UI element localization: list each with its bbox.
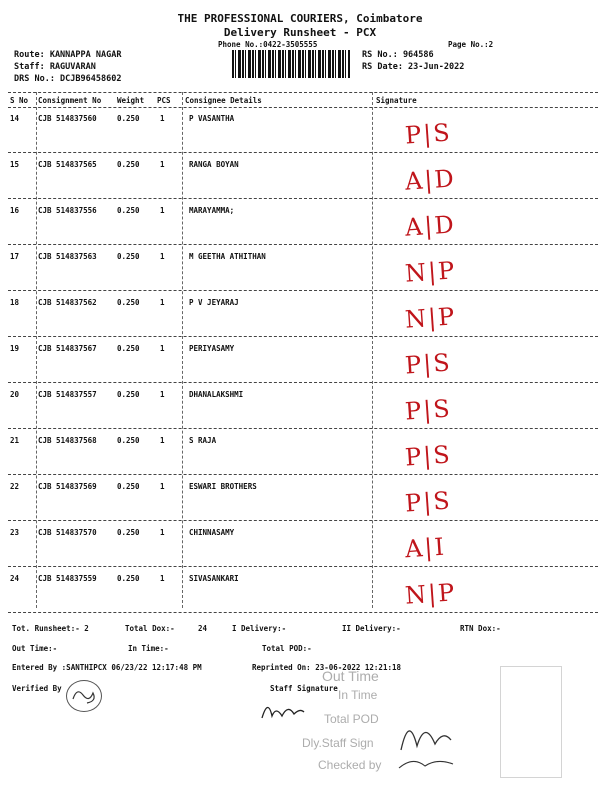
drs-number: DRS No.: DCJB96458602: [14, 74, 122, 84]
staff-signature-scribble: [258, 696, 308, 726]
row-pcs: 1: [160, 574, 165, 583]
col-pcs: PCS: [157, 96, 171, 105]
row-pcs: 1: [160, 482, 165, 491]
row-sno: 16: [10, 206, 20, 215]
row-consignment: CJB 514837565: [38, 160, 97, 169]
reprinted-on: Reprinted On: 23-06-2022 12:21:18: [252, 663, 402, 672]
row-weight: 0.250: [117, 436, 140, 445]
row-weight: 0.250: [117, 390, 140, 399]
row-consignee: P VASANTHA: [189, 114, 235, 123]
row-consignee: RANGA BOYAN: [189, 160, 239, 169]
row-divider: [8, 566, 598, 567]
row-divider: [8, 198, 598, 199]
row-sno: 18: [10, 298, 20, 307]
row-divider: [8, 428, 598, 429]
table-top-rule: [8, 92, 598, 93]
handwritten-status: A|D: [404, 210, 457, 242]
row-consignee: P V JEYARAJ: [189, 298, 239, 307]
row-consignment: CJB 514837556: [38, 206, 97, 215]
row-consignment: CJB 514837567: [38, 344, 97, 353]
row-consignee: ESWARI BROTHERS: [189, 482, 257, 491]
row-consignee: SIVASANKARI: [189, 574, 239, 583]
row-consignment: CJB 514837557: [38, 390, 97, 399]
row-consignment: CJB 514837559: [38, 574, 97, 583]
row-consignment: CJB 514837560: [38, 114, 97, 123]
handwritten-status: A|D: [404, 164, 457, 196]
out-time: Out Time:-: [12, 644, 58, 653]
page-number: Page No.:2: [448, 40, 494, 49]
verifier-stamp: [66, 680, 102, 712]
row-sno: 21: [10, 436, 20, 445]
row-divider: [8, 474, 598, 475]
stamp-checked-by: Checked by: [318, 758, 382, 772]
col-divider: [36, 92, 37, 608]
stamp-dly-staff-sign: Dly.Staff Sign: [302, 736, 374, 750]
stamp-signature-scribble: [395, 700, 455, 770]
row-weight: 0.250: [117, 528, 140, 537]
row-divider: [8, 336, 598, 337]
col-divider: [182, 92, 183, 608]
row-weight: 0.250: [117, 206, 140, 215]
row-pcs: 1: [160, 206, 165, 215]
row-sno: 14: [10, 114, 20, 123]
row-pcs: 1: [160, 528, 165, 537]
handwritten-status: P|S: [404, 486, 453, 518]
handwritten-status: P|S: [404, 118, 453, 150]
verified-by: Verified By: [12, 684, 62, 693]
stamp-side-box: [500, 666, 562, 778]
rs-number: RS No.: 964586: [362, 50, 434, 60]
rs-date: RS Date: 23-Jun-2022: [362, 62, 465, 72]
row-consignment: CJB 514837568: [38, 436, 97, 445]
handwritten-status: N|P: [404, 302, 458, 334]
document-title: Delivery Runsheet - PCX: [223, 26, 377, 39]
i-delivery: I Delivery:-: [232, 624, 287, 633]
row-divider: [8, 290, 598, 291]
row-consignment: CJB 514837570: [38, 528, 97, 537]
row-sno: 15: [10, 160, 20, 169]
col-signature: Signature: [376, 96, 417, 105]
total-dox-label: Total Dox:-: [125, 624, 175, 633]
row-consignee: PERIYASAMY: [189, 344, 235, 353]
row-consignment: CJB 514837569: [38, 482, 97, 491]
row-weight: 0.250: [117, 298, 140, 307]
row-weight: 0.250: [117, 482, 140, 491]
verifier-initials-signature: [67, 681, 101, 711]
row-sno: 20: [10, 390, 20, 399]
handwritten-status: N|P: [404, 256, 458, 288]
row-divider: [8, 520, 598, 521]
row-pcs: 1: [160, 344, 165, 353]
handwritten-status: P|S: [404, 440, 453, 472]
col-consignment: Consignment No: [38, 96, 102, 105]
row-sno: 22: [10, 482, 20, 491]
row-weight: 0.250: [117, 252, 140, 261]
row-pcs: 1: [160, 436, 165, 445]
row-sno: 19: [10, 344, 20, 353]
row-consignee: MARAYAMMA;: [189, 206, 235, 215]
col-sno: S No: [10, 96, 29, 105]
row-consignee: DHANALAKSHMI: [189, 390, 244, 399]
row-consignee: S RAJA: [189, 436, 217, 445]
total-pod: Total POD:-: [262, 644, 312, 653]
phone-number: Phone No.:0422-3505555: [218, 40, 318, 49]
stamp-total-pod: Total POD: [324, 712, 379, 726]
row-consignee: M GEETHA ATHITHAN: [189, 252, 266, 261]
row-weight: 0.250: [117, 160, 140, 169]
row-consignee: CHINNASAMY: [189, 528, 235, 537]
row-pcs: 1: [160, 298, 165, 307]
row-divider: [8, 152, 598, 153]
staff-signature-label: Staff Signature: [270, 684, 338, 693]
handwritten-status: A|I: [404, 532, 447, 564]
tot-runsheet: Tot. Runsheet:- 2: [12, 624, 89, 633]
handwritten-status: N|P: [404, 578, 458, 610]
row-consignment: CJB 514837562: [38, 298, 97, 307]
row-pcs: 1: [160, 252, 165, 261]
entered-by: Entered By :SANTHIPCX 06/23/22 12:17:48 PM: [12, 663, 202, 672]
table-bottom-rule: [8, 612, 598, 613]
in-time: In Time:-: [128, 644, 169, 653]
stamp-in-time: In Time: [338, 688, 378, 702]
row-sno: 24: [10, 574, 20, 583]
row-divider: [8, 244, 598, 245]
staff: Staff: RAGUVARAN: [14, 62, 96, 72]
col-consignee: Consignee Details: [185, 96, 262, 105]
route: Route: KANNAPPA NAGAR: [14, 50, 122, 60]
ii-delivery: II Delivery:-: [342, 624, 401, 633]
handwritten-status: P|S: [404, 348, 453, 380]
row-pcs: 1: [160, 160, 165, 169]
row-divider: [8, 382, 598, 383]
row-weight: 0.250: [117, 574, 140, 583]
row-pcs: 1: [160, 390, 165, 399]
row-sno: 17: [10, 252, 20, 261]
company-name: THE PROFESSIONAL COURIERS, Coimbatore: [177, 12, 423, 25]
col-divider: [372, 92, 373, 608]
row-weight: 0.250: [117, 344, 140, 353]
row-weight: 0.250: [117, 114, 140, 123]
rtn-dox: RTN Dox:-: [460, 624, 501, 633]
col-weight: Weight: [117, 96, 145, 105]
handwritten-status: P|S: [404, 394, 453, 426]
row-sno: 23: [10, 528, 20, 537]
table-header-rule: [8, 107, 598, 108]
total-dox-value: 24: [198, 624, 208, 633]
row-pcs: 1: [160, 114, 165, 123]
barcode: [232, 50, 350, 78]
stamp-out-time: Out Time: [322, 668, 379, 684]
row-consignment: CJB 514837563: [38, 252, 97, 261]
